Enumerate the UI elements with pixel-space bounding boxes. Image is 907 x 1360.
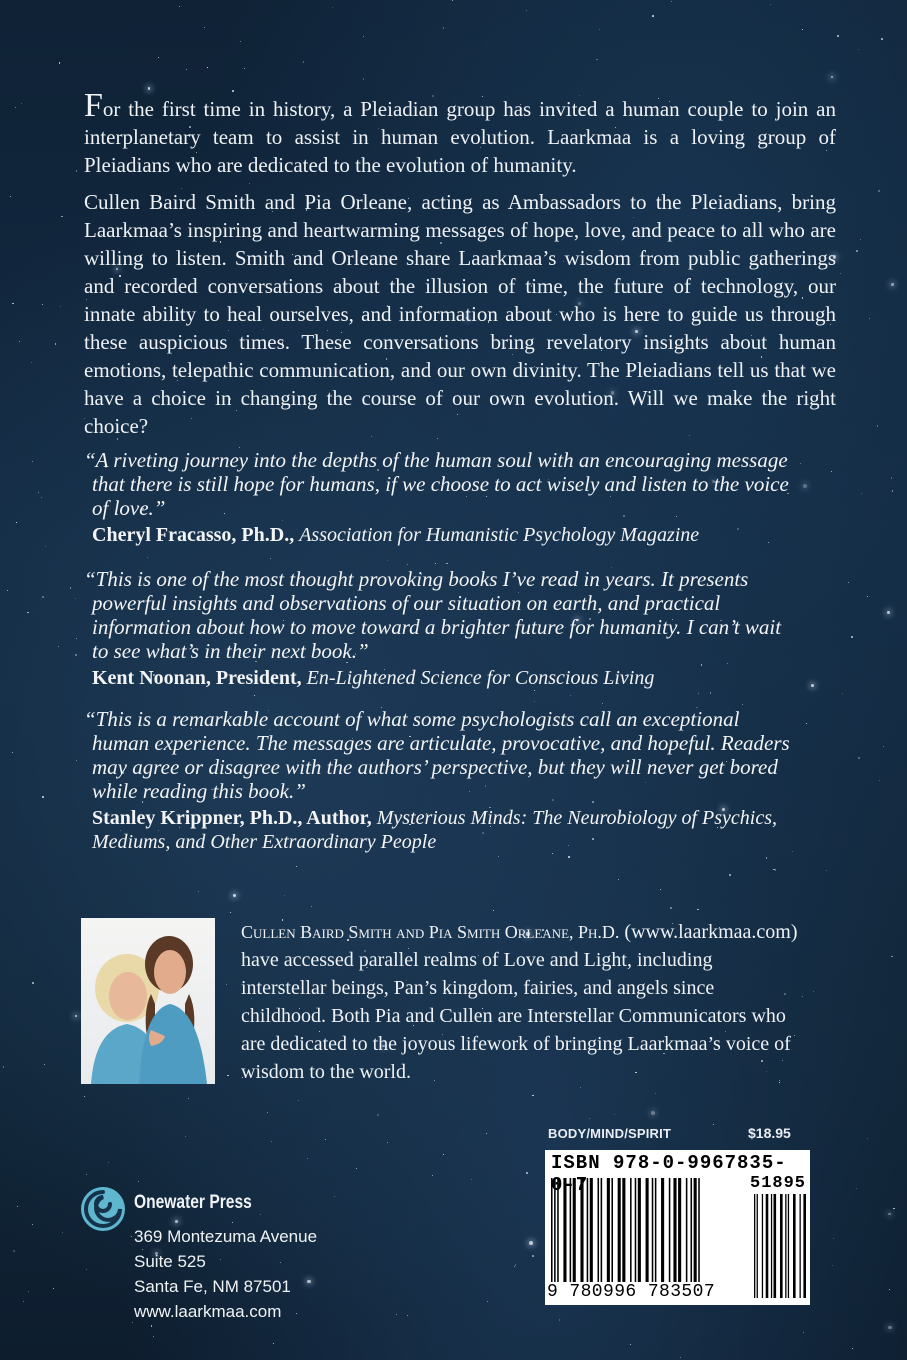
star [86, 1174, 87, 1175]
star [742, 704, 743, 705]
barcode-bar [678, 1178, 681, 1298]
star [271, 1141, 272, 1142]
star [151, 1325, 152, 1326]
star [185, 1136, 186, 1137]
star [356, 1168, 357, 1169]
star [23, 1301, 24, 1302]
star [471, 1179, 472, 1180]
endorsement-3 [80, 707, 800, 854]
star [12, 752, 13, 753]
barcode-bar [554, 1178, 556, 1298]
star [153, 1336, 154, 1337]
star [108, 1162, 109, 1163]
star [334, 1196, 335, 1197]
star [387, 560, 388, 561]
star [831, 471, 832, 472]
endorsement-1 [80, 448, 800, 547]
star [45, 546, 46, 547]
barcode-bar [780, 1194, 783, 1298]
star [651, 1111, 655, 1115]
star [270, 558, 272, 560]
star [363, 36, 364, 37]
star [655, 1093, 656, 1094]
star [652, 15, 654, 17]
category-label: BODY/MIND/SPIRIT [548, 1126, 672, 1141]
star [13, 1250, 15, 1252]
publisher-address [134, 1225, 317, 1323]
barcode-bar [646, 1178, 649, 1298]
star [698, 693, 699, 694]
star [680, 1357, 681, 1358]
star [891, 956, 892, 957]
endorsement-name: Stanley Krippner, Ph.D., Author, [92, 807, 372, 829]
publisher-name: Onewater Press [134, 1192, 252, 1213]
endorsement-affiliation: En-Lightened Science for Conscious Living [306, 667, 655, 689]
star [60, 306, 61, 307]
isbn-label: ISBN 978-0-9967835- -7 [551, 1152, 787, 1196]
star [443, 27, 445, 29]
description [84, 87, 836, 440]
star [27, 612, 29, 614]
star [775, 869, 777, 871]
endorsement-attribution [80, 523, 800, 547]
star [813, 991, 814, 992]
star [493, 910, 494, 911]
star [526, 10, 527, 11]
author-bio [241, 918, 801, 1086]
star [856, 1188, 857, 1189]
barcode-bar [607, 1178, 610, 1298]
barcode-bar [757, 1194, 758, 1298]
barcode-bar [587, 1178, 589, 1298]
star [53, 1288, 54, 1289]
star [311, 906, 312, 907]
star [842, 693, 843, 694]
star [435, 563, 436, 564]
star [148, 87, 151, 90]
price-label: $18.95 [748, 1125, 791, 1141]
barcode-bar [754, 1194, 755, 1298]
barcode-bar [635, 1178, 637, 1298]
star [59, 62, 60, 63]
star [443, 1154, 444, 1155]
star [596, 59, 598, 61]
star [858, 49, 860, 51]
star [833, 1238, 835, 1240]
star [867, 1138, 868, 1139]
endorsement-name: Kent Noonan, President, [92, 667, 302, 689]
barcode-bar [686, 1178, 688, 1298]
price-addon-bars [752, 1194, 806, 1298]
star [559, 1319, 561, 1321]
star [614, 1114, 616, 1116]
barcode-bar [590, 1178, 593, 1298]
star [377, 1114, 379, 1116]
barcode-bar [793, 1194, 796, 1298]
star [21, 103, 22, 104]
star [147, 557, 148, 558]
star [41, 497, 42, 498]
barcode-bar [573, 1178, 576, 1298]
star [42, 796, 44, 798]
star [273, 1343, 274, 1344]
star [515, 1264, 517, 1266]
barcode-bar [622, 1178, 625, 1298]
star [131, 1236, 132, 1237]
star [889, 1289, 890, 1290]
publisher-website: www.laarkmaa.com [134, 1302, 282, 1321]
barcode-bar [563, 1178, 566, 1298]
star [10, 196, 11, 197]
star [38, 492, 39, 493]
star [589, 1118, 590, 1119]
star [670, 907, 672, 909]
star [486, 1133, 487, 1134]
address-line-1: 369 Montezuma Avenue [134, 1227, 318, 1246]
star [32, 1224, 33, 1225]
barcode-bar [762, 1194, 763, 1298]
barcode-bar [570, 1178, 572, 1298]
star [891, 477, 892, 478]
star [55, 343, 57, 345]
endorsement-name: Cheryl Fracasso, Ph.D., [92, 524, 295, 546]
star [770, 4, 772, 6]
star [878, 190, 880, 192]
star [803, 484, 807, 488]
star [76, 170, 77, 171]
star [532, 1255, 534, 1257]
star [75, 654, 76, 655]
star [883, 746, 884, 747]
barcode-bar [785, 1194, 786, 1298]
barcode-bar [661, 1178, 664, 1298]
star [76, 638, 77, 639]
star [207, 67, 208, 68]
star [881, 38, 883, 40]
price-code-label: 51895 [750, 1174, 807, 1193]
author-names: Cullen Baird Smith and Pia Smith Orleane, Ph.D. [241, 922, 620, 942]
star [42, 304, 44, 306]
star [138, 1181, 139, 1182]
star [230, 912, 231, 913]
barcode-bar [557, 1178, 559, 1298]
star [877, 425, 878, 426]
star [806, 723, 807, 724]
star [888, 1326, 892, 1330]
star [660, 889, 661, 890]
star [858, 757, 860, 759]
star [307, 1158, 308, 1159]
star [832, 1265, 833, 1266]
star [76, 760, 77, 761]
star [19, 341, 20, 342]
barcode-bar [611, 1178, 613, 1298]
star [284, 895, 285, 896]
star [526, 1172, 528, 1174]
star [3, 1066, 5, 1068]
description-paragraph-2: Cullen Baird Smith and Pia Orleane, acting as Ambassadors to the Pleiadians, bring Laarkmaa’s inspiring and heartwarming messages of hope, love, and peace to all who are willing to listen. Smith and Orleane share Laarkmaa’s wisdom from public gatherings and recorded conversations about the illusion of time, the future of technology, our innate ability to heal ourselves, and information about who is here to guide us through these auspicious times. These conversations bring revelatory insights about human emotions, telepathic communication, and our own divinity. The Pleiadians tell us that we have a choice in changing the course of our own evolution. Will we make the right choice? [84, 190, 836, 438]
star [44, 1064, 45, 1065]
star [16, 522, 17, 523]
star [570, 695, 571, 696]
star [75, 1015, 77, 1017]
star [204, 27, 205, 28]
author-photo [81, 918, 215, 1084]
star [811, 684, 814, 687]
star [260, 1214, 261, 1215]
barcode-bar [766, 1194, 769, 1298]
star [28, 1291, 30, 1293]
barcode-bar [673, 1178, 676, 1298]
star [856, 250, 858, 252]
publisher-logo-icon [80, 1186, 126, 1232]
ean-barcode-bars [549, 1178, 747, 1298]
star [179, 6, 180, 7]
endorsement-2 [80, 567, 800, 690]
barcode-bar [638, 1178, 641, 1298]
star [227, 1075, 229, 1077]
star [267, 1112, 268, 1113]
barcode [545, 1150, 810, 1305]
star [618, 879, 619, 880]
endorsement-affiliation: Association for Humanistic Psychology Magazine [299, 524, 700, 546]
star [837, 35, 839, 37]
star [861, 493, 863, 495]
star [487, 1301, 488, 1302]
star [697, 909, 699, 911]
star [671, 1, 672, 2]
star [188, 1098, 189, 1099]
star [514, 1266, 515, 1267]
endorsement-quote: “This is one of the most thought provoking books I’ve read in years. It presents powerful insights and observations of our situation on earth, and practical information about how to move toward a brighter future for humanity. I can’t wait to see what’s in their next book.” [84, 567, 782, 663]
star [86, 1269, 87, 1270]
barcode-bar [698, 1178, 700, 1298]
star [498, 856, 499, 857]
star [15, 107, 16, 108]
ean-digits: 9 780996 783507 [547, 1282, 716, 1302]
star [325, 1139, 326, 1140]
address-line-3: Santa Fe, NM 87501 [134, 1277, 291, 1296]
star [729, 874, 731, 876]
star [387, 1142, 388, 1143]
barcode-bar [580, 1178, 583, 1298]
star [75, 598, 76, 599]
star [879, 780, 880, 781]
star [84, 1096, 85, 1097]
star [888, 1213, 891, 1216]
endorsement-quote: “A riveting journey into the depths of the human soul with an encouraging message that there is still hope for humans, if we choose to act wisely and listen to the voice of love.” [84, 448, 789, 520]
star [396, 1314, 397, 1315]
star [296, 866, 297, 867]
barcode-bar [618, 1178, 621, 1298]
star [802, 996, 803, 997]
barcode-bar [774, 1194, 777, 1298]
barcode-bar [652, 1178, 654, 1298]
star [298, 1100, 300, 1102]
star [534, 701, 535, 702]
star [599, 29, 600, 30]
star [32, 982, 34, 984]
barcode-bar [803, 1194, 806, 1298]
star [31, 362, 32, 363]
star [17, 1206, 18, 1207]
star [892, 490, 894, 492]
star [713, 1124, 714, 1125]
star [802, 29, 803, 30]
star [893, 1208, 895, 1210]
star [233, 894, 236, 897]
star [840, 273, 841, 274]
star [70, 587, 71, 588]
star [529, 1241, 533, 1245]
star [232, 1222, 233, 1223]
barcode-bar [598, 1178, 600, 1298]
star [602, 703, 603, 704]
star [860, 239, 861, 240]
star [132, 1322, 133, 1323]
star [58, 646, 59, 647]
star [568, 856, 570, 858]
star [240, 41, 241, 42]
endorsement-attribution [80, 806, 782, 854]
star [61, 216, 63, 218]
barcode-bar [601, 1178, 603, 1298]
star [851, 636, 852, 637]
star [407, 564, 408, 565]
star [710, 692, 712, 694]
description-p1-text: or the first time in history, a Pleiadian group has invited a human couple to join an interplanetary team to assist in human evolution. Laarkmaa is a loving group of Pleiadians who are dedicated to the evolution of humanity. [84, 97, 836, 177]
star [198, 891, 199, 892]
star [826, 870, 827, 871]
star [766, 857, 768, 859]
address-line-2: Suite 525 [134, 1252, 206, 1271]
star [226, 984, 227, 985]
star [332, 7, 333, 8]
star [887, 611, 890, 614]
barcode-bar [551, 1178, 553, 1298]
endorsement-affiliation: Mysterious Minds: The Neurobiology of Psychics, Mediums, and Other Extraordinary People [92, 807, 777, 853]
star [869, 318, 870, 319]
star [186, 69, 187, 70]
star [630, 1344, 632, 1346]
barcode-bar [655, 1178, 657, 1298]
barcode-bar [694, 1178, 697, 1298]
star [803, 1332, 804, 1333]
barcode-bar [669, 1178, 671, 1298]
star [158, 57, 159, 58]
endorsement-quote: “This is a remarkable account of what some psychologists call an exceptional human experience. The messages are articulate, provocative, and hopeful. Readers may agree or disagree with the authors’ perspective, but they will never get bored while reading this book.” [84, 707, 790, 803]
star [446, 563, 447, 564]
star [852, 1348, 853, 1349]
star [303, 61, 305, 63]
barcode-bar [800, 1194, 801, 1298]
star [580, 1087, 581, 1088]
barcode-bar [771, 1194, 772, 1298]
star [62, 1232, 63, 1233]
star [42, 596, 44, 598]
star [452, 0, 453, 1]
barcode-bar [691, 1178, 693, 1298]
star [831, 76, 833, 78]
star [532, 1095, 534, 1097]
description-paragraph-1 [84, 87, 836, 179]
star [407, 1315, 409, 1317]
star [534, 690, 535, 691]
star [891, 283, 894, 286]
star [32, 461, 34, 463]
star [867, 596, 868, 597]
drop-cap: F [84, 87, 103, 124]
barcode-bar [788, 1194, 789, 1298]
star [175, 1220, 178, 1223]
star [848, 582, 849, 583]
barcode-bar [630, 1178, 632, 1298]
star [432, 1175, 434, 1177]
star [12, 303, 14, 305]
endorsement-attribution [80, 666, 800, 690]
star [254, 695, 255, 696]
star [363, 78, 364, 79]
star [7, 590, 8, 591]
star [244, 68, 245, 69]
author-bio-text: (www.laarkmaa.com) have accessed parallel realms of Love and Light, including interstellar beings, Pan’s kingdom, fairies, and angels since childhood. Both Pia and Cullen are Interstellar Communicators who are dedicated to the joyous lifework of bringing Laarkmaa’s voice of wisdom to the world. [241, 921, 798, 1083]
